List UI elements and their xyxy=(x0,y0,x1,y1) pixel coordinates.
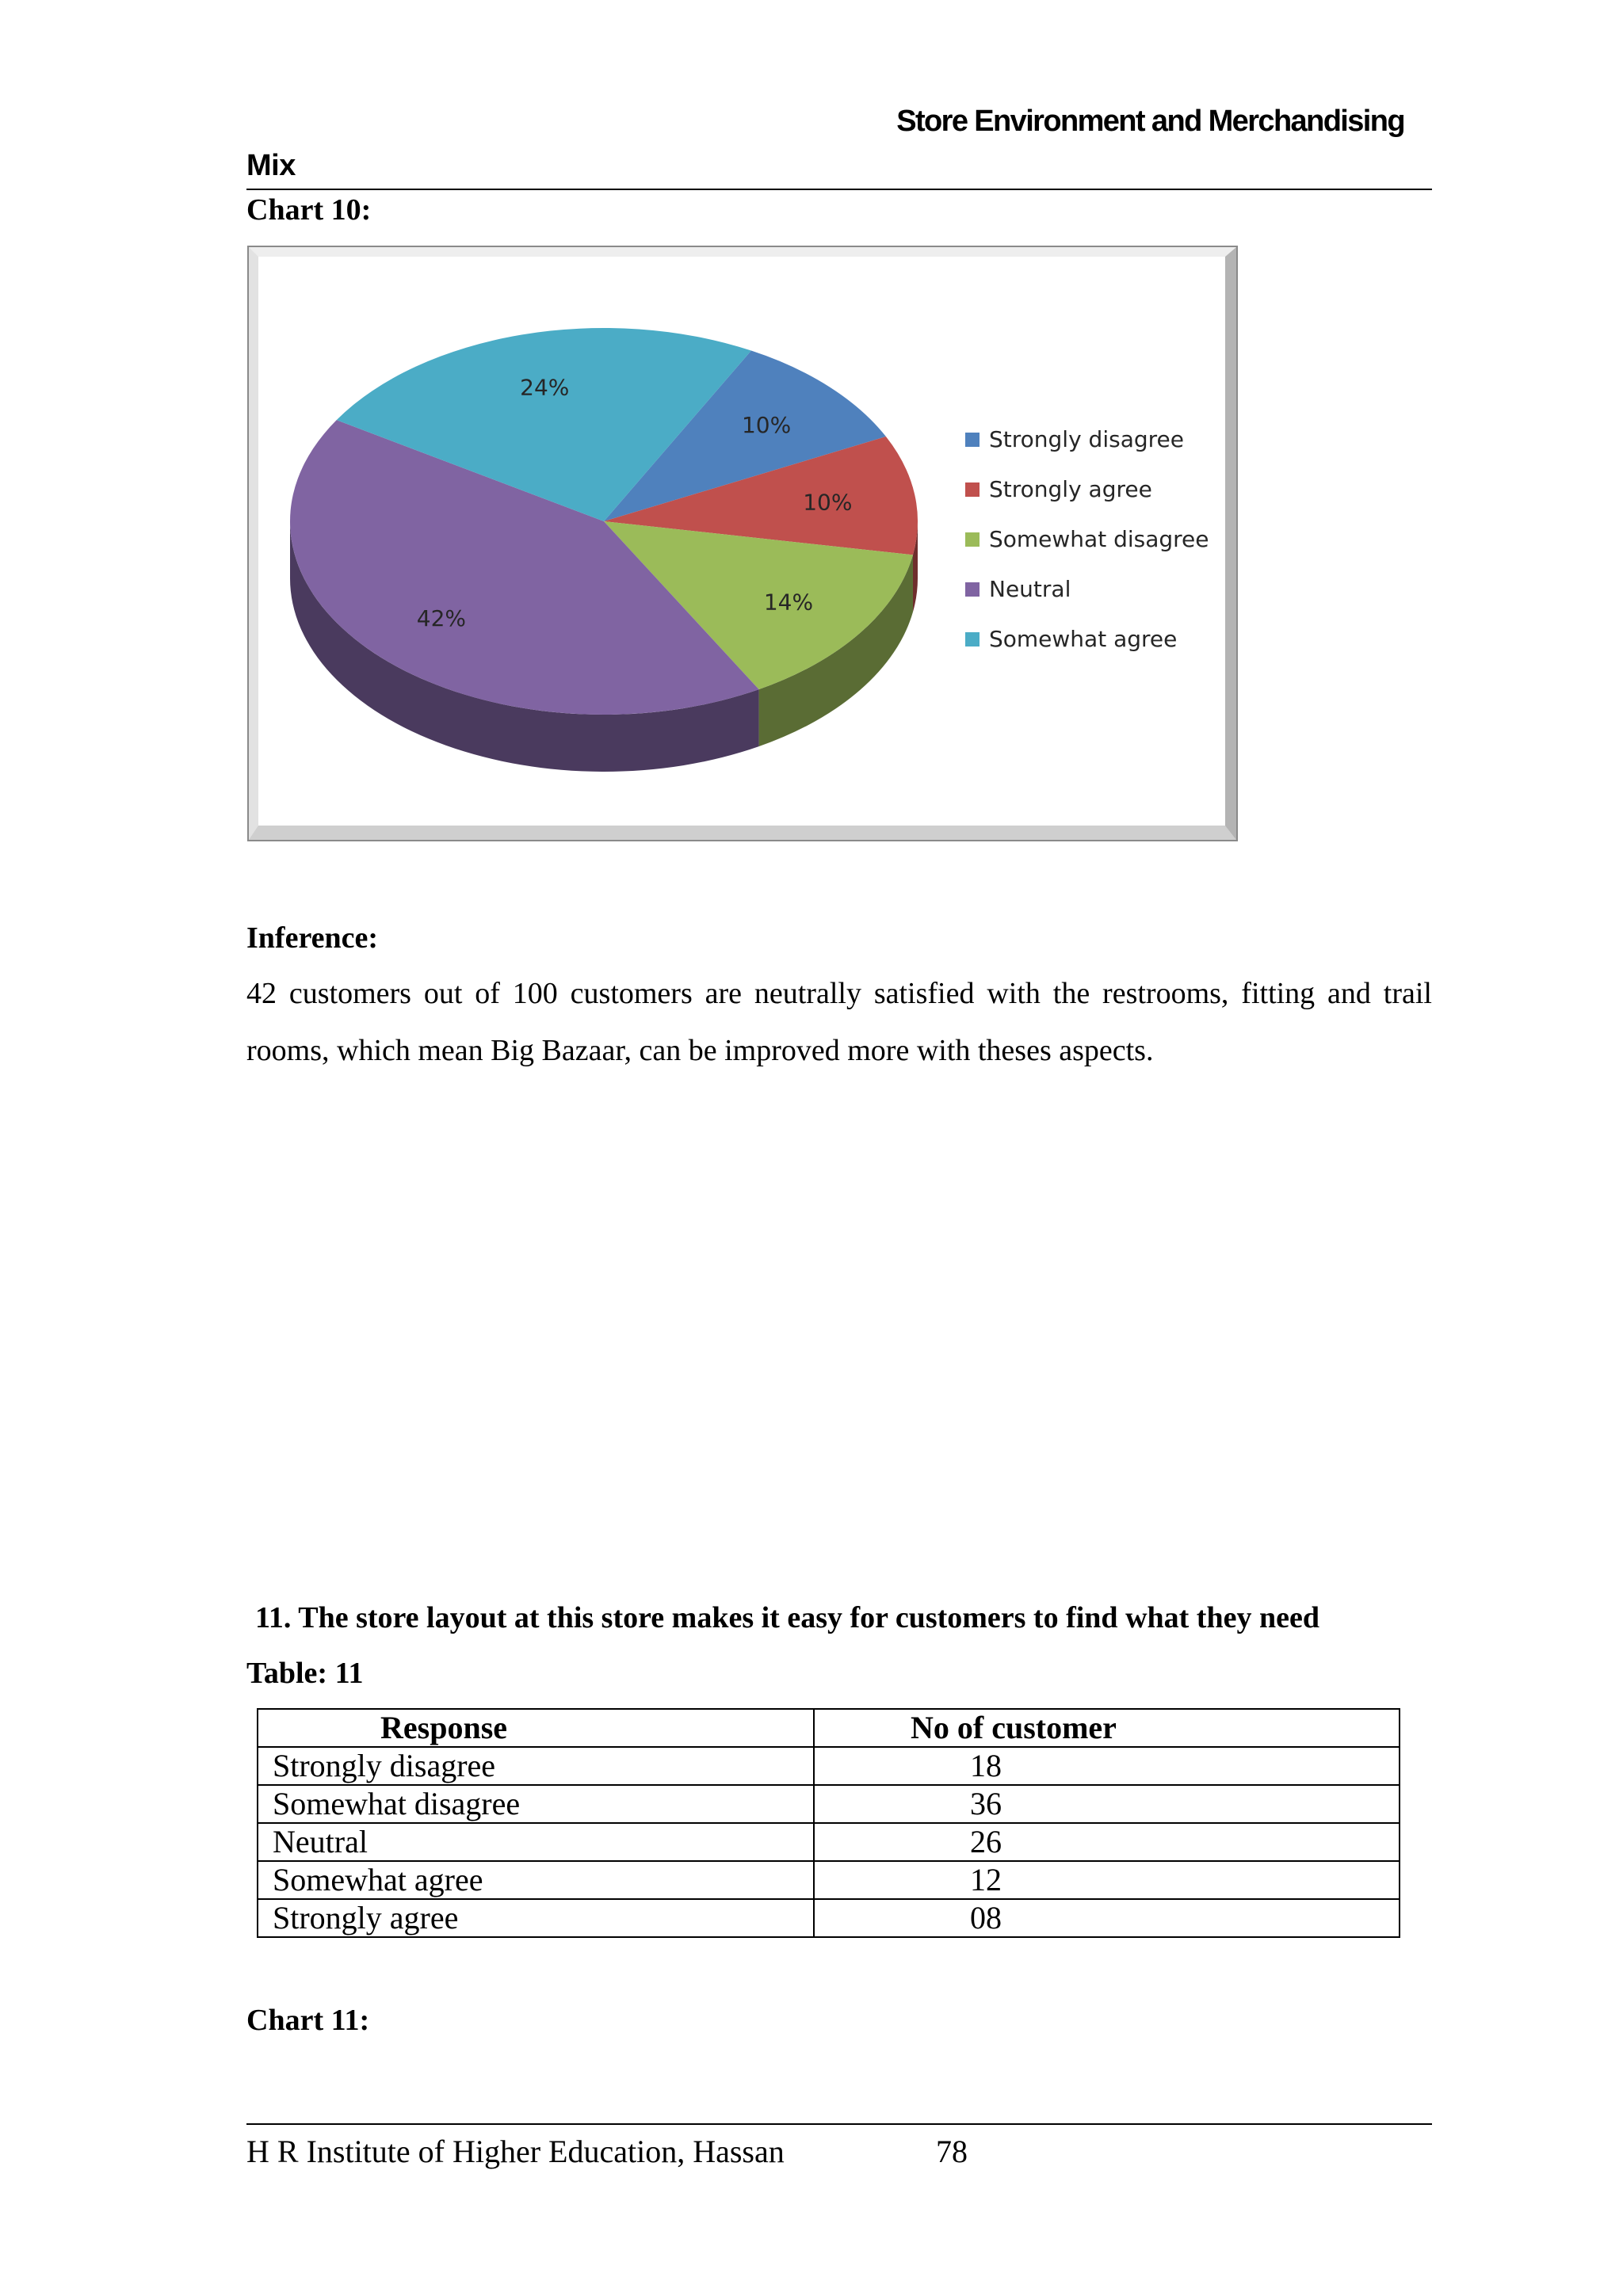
pie-top xyxy=(290,328,918,715)
table-cell-count: 08 xyxy=(814,1899,1400,1937)
legend-label: Somewhat disagree xyxy=(989,526,1209,552)
legend-label: Somewhat agree xyxy=(989,626,1178,652)
table-header-row xyxy=(258,1709,1400,1747)
legend-label: Strongly disagree xyxy=(989,426,1184,452)
table-cell-count: 12 xyxy=(814,1861,1400,1899)
response-table xyxy=(257,1708,1400,1938)
table-row xyxy=(258,1899,1400,1937)
pie-data-label: 42% xyxy=(416,605,467,632)
chart-10-heading: Chart 10: xyxy=(246,193,372,227)
pie-data-label: 10% xyxy=(741,411,792,438)
column-header-count: No of customer xyxy=(814,1709,1400,1747)
footer-institute: H R Institute of Higher Education, Hassan xyxy=(246,2134,785,2169)
legend-label: Strongly agree xyxy=(989,476,1152,502)
legend-swatch xyxy=(965,632,980,646)
table-cell-response: Neutral xyxy=(258,1823,814,1861)
table-cell-response: Strongly agree xyxy=(258,1899,814,1937)
legend-swatch xyxy=(965,433,980,447)
pie-data-label: 24% xyxy=(520,374,570,401)
legend-swatch xyxy=(965,482,980,497)
table-cell-response: Strongly disagree xyxy=(258,1747,814,1785)
page-number: 78 xyxy=(936,2134,968,2169)
running-header-title: Store Environment and Merchandising xyxy=(896,105,1404,138)
running-header-subtitle: Mix xyxy=(246,149,296,182)
legend-swatch xyxy=(965,532,980,547)
legend-label: Neutral xyxy=(989,576,1071,602)
table-cell-count: 18 xyxy=(814,1747,1400,1785)
legend-swatch xyxy=(965,582,980,597)
table-cell-count: 26 xyxy=(814,1823,1400,1861)
inference-heading: Inference: xyxy=(246,921,379,955)
table-cell-response: Somewhat disagree xyxy=(258,1785,814,1823)
footer-rule xyxy=(246,2123,1432,2125)
inference-text: 42 customers out of 100 customers are neutrally satisfied with the restrooms, fitting and trail rooms, which mean Big Bazaar, can be improved more with theses aspects. xyxy=(246,977,1432,1067)
pie-chart xyxy=(258,257,1225,826)
section-11-heading: 11. The store layout at this store makes it easy for customers to find what they need xyxy=(255,1601,1319,1634)
table-row xyxy=(258,1823,1400,1861)
table-row xyxy=(258,1861,1400,1899)
pie-legend xyxy=(965,426,1209,652)
table-cell-response: Somewhat agree xyxy=(258,1861,814,1899)
chart-10-frame xyxy=(249,247,1236,840)
table-cell-count: 36 xyxy=(814,1785,1400,1823)
pie-data-label: 14% xyxy=(763,589,814,616)
pie-data-label: 10% xyxy=(803,489,853,516)
header-rule xyxy=(246,189,1432,190)
column-header-response: Response xyxy=(258,1709,814,1747)
table-row xyxy=(258,1785,1400,1823)
table-11-label: Table: 11 xyxy=(246,1657,364,1690)
table-row xyxy=(258,1747,1400,1785)
chart-11-heading: Chart 11: xyxy=(246,2004,370,2037)
